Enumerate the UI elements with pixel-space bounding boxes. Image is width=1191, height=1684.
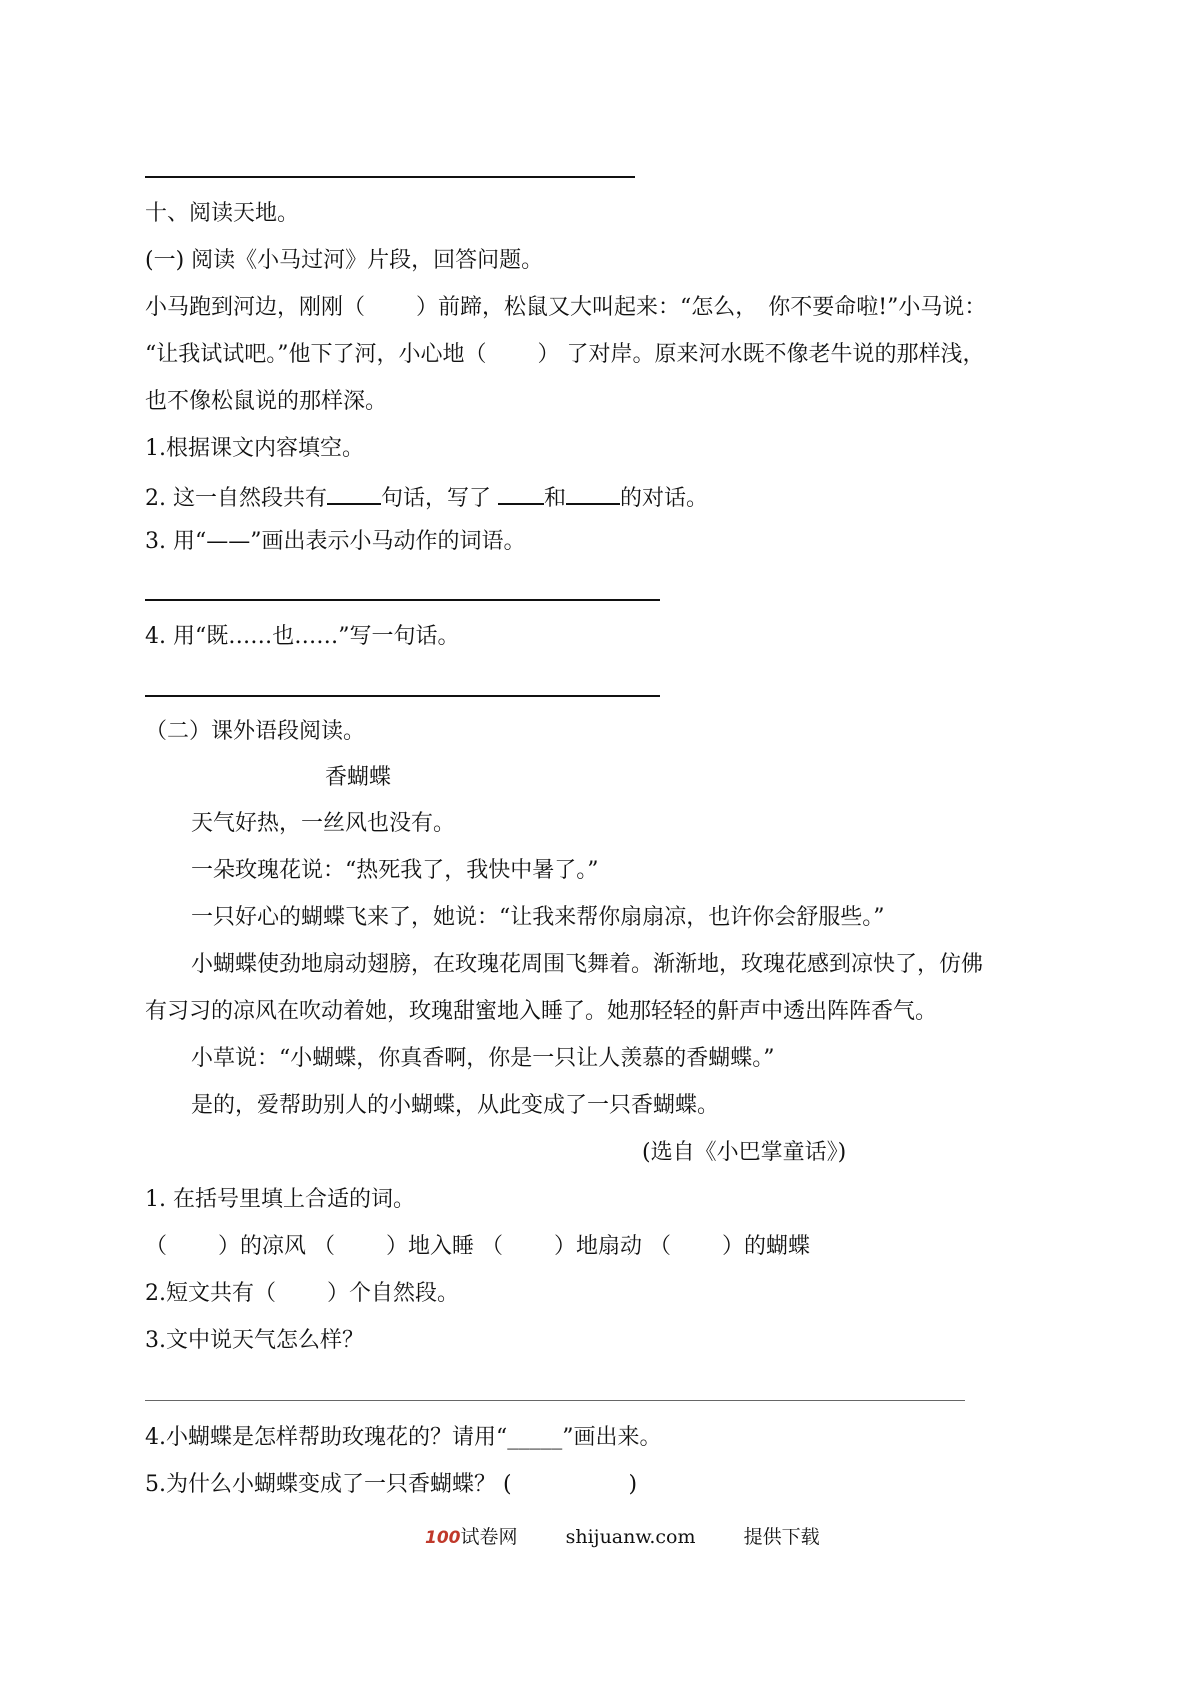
question-4: 4. 用“既……也……”写一句话。 bbox=[145, 624, 460, 649]
question-2-4: 4.小蝴蝶是怎样帮助玫瑰花的？请用“_____”画出来。 bbox=[145, 1425, 662, 1450]
question-1: 1.根据课文内容填空。 bbox=[145, 436, 364, 461]
site-logo: 100 bbox=[425, 1528, 461, 1548]
story-title: 香蝴蝶 bbox=[325, 765, 392, 790]
fill-blank[interactable] bbox=[498, 481, 544, 505]
footer bbox=[425, 1522, 820, 1549]
story-paragraph-3: 一只好心的蝴蝶飞来了，她说：“让我来帮你扇扇凉，也许你会舒服些。” bbox=[191, 905, 885, 930]
footer-note: 提供下载 bbox=[743, 1526, 820, 1548]
answer-line-q4[interactable] bbox=[145, 695, 660, 697]
part1-heading: (一) 阅读《小马过河》片段，回答问题。 bbox=[145, 248, 544, 273]
answer-line-top bbox=[145, 176, 635, 178]
site-name: 试卷网 bbox=[460, 1526, 518, 1548]
fill-blank[interactable] bbox=[327, 481, 381, 505]
fill-blank[interactable] bbox=[566, 481, 620, 505]
story-paragraph-4-cont: 有习习的凉风在吹动着她，玫瑰甜蜜地入睡了。她那轻轻的鼾声中透出阵阵香气。 bbox=[145, 999, 938, 1024]
answer-line-2-3[interactable] bbox=[145, 1400, 965, 1401]
story-paragraph-6: 是的，爱帮助别人的小蝴蝶，从此变成了一只香蝴蝶。 bbox=[191, 1093, 720, 1118]
question-2-1-blanks: （ ）的凉风 （ ）地入睡 （ ）地扇动 （ ）的蝴蝶 bbox=[145, 1234, 810, 1259]
question-2-part-c: 和 bbox=[544, 486, 567, 511]
site-domain: shijuanw.com bbox=[565, 1526, 696, 1548]
passage-line-3: 也不像松鼠说的那样深。 bbox=[145, 389, 388, 414]
question-2-3: 3.文中说天气怎么样？ bbox=[145, 1328, 364, 1353]
question-2-5: 5.为什么小蝴蝶变成了一只香蝴蝶？ ( ) bbox=[145, 1472, 638, 1497]
question-2 bbox=[145, 481, 708, 514]
question-2-part-d: 的对话。 bbox=[620, 486, 709, 511]
question-3: 3. 用“——”画出表示小马动作的词语。 bbox=[145, 529, 526, 554]
question-2-part-b: 句话，写了 bbox=[380, 486, 491, 511]
passage-line-2: “让我试试吧。”他下了河，小心地（ ） 了对岸。原来河水既不像老牛说的那样浅， bbox=[145, 342, 985, 367]
story-paragraph-5: 小草说：“小蝴蝶，你真香啊，你是一只让人羡慕的香蝴蝶。” bbox=[191, 1046, 775, 1071]
story-paragraph-2: 一朵玫瑰花说：“热死我了，我快中暑了。” bbox=[191, 858, 599, 883]
story-paragraph-1: 天气好热，一丝风也没有。 bbox=[191, 811, 456, 836]
question-2-1: 1. 在括号里填上合适的词。 bbox=[145, 1187, 415, 1212]
story-source: (选自《小巴掌童话》) bbox=[642, 1140, 847, 1165]
section-title: 十、阅读天地。 bbox=[145, 201, 300, 226]
story-paragraph-4: 小蝴蝶使劲地扇动翅膀，在玫瑰花周围飞舞着。渐渐地，玫瑰花感到凉快了，仿佛 bbox=[191, 952, 984, 977]
question-2-2: 2.短文共有（ ）个自然段。 bbox=[145, 1281, 459, 1306]
question-2-part-a: 2. 这一自然段共有 bbox=[145, 486, 327, 511]
answer-line-q3[interactable] bbox=[145, 599, 660, 601]
passage-line-1: 小马跑到河边，刚刚（ ）前蹄，松鼠又大叫起来：“怎么， 你不要命啦!”小马说： bbox=[145, 295, 987, 320]
part2-heading: （二）课外语段阅读。 bbox=[145, 719, 366, 744]
